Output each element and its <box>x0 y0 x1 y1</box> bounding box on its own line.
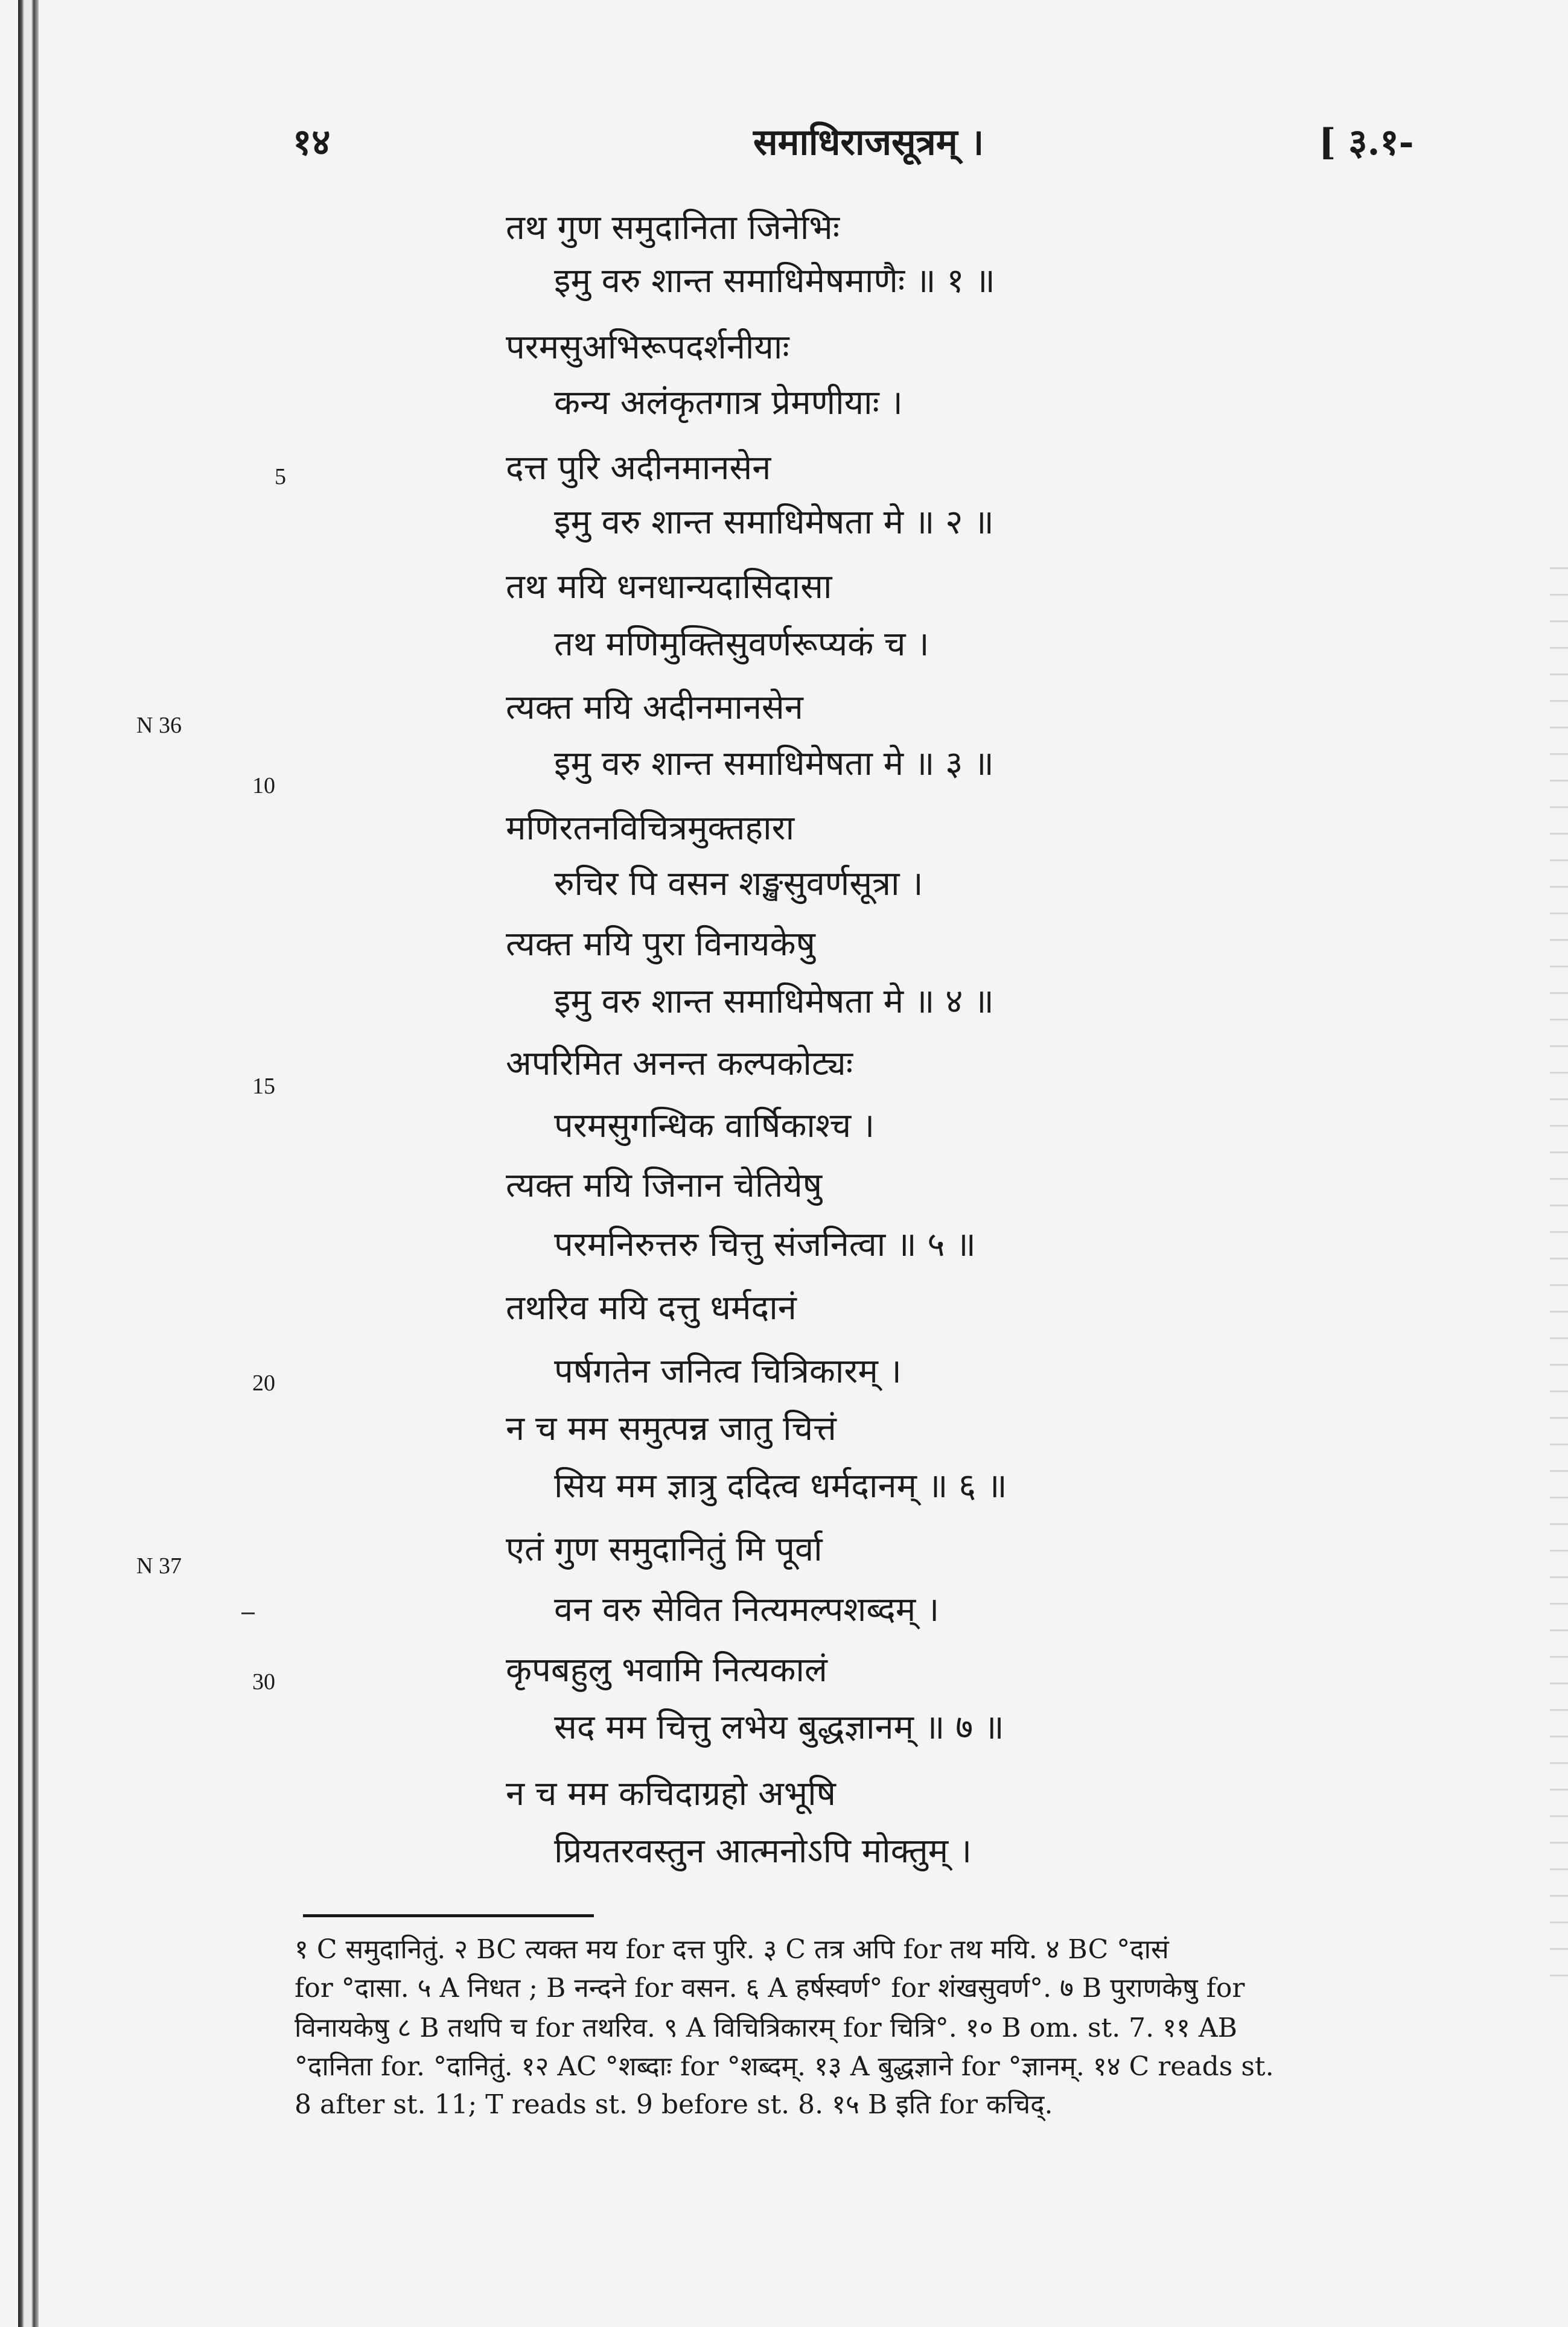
verse-line: वन वरु सेवित नित्यमल्पशब्दम् । <box>554 1590 940 1629</box>
verse-line: त्यक्त मयि जिनान चेतियेषु <box>506 1166 823 1205</box>
footnote-line: विनायकेषु ८ B तथपि च for तथरिव. ९ A विचित्रिकारम् for चित्रि°. १० B om. st. 7. ११ AB <box>295 2013 1237 2043</box>
margin-dash <box>241 1612 255 1614</box>
verse-line: कन्य अलंकृतगात्र प्रेमणीयाः । <box>554 383 903 422</box>
verse-line: परमनिरुत्तरु चित्तु संजनित्वा ॥ ५ ॥ <box>554 1225 976 1264</box>
verse-line: इमु वरु शान्त समाधिमेषमाणैः ॥ १ ॥ <box>554 261 995 301</box>
verse-line: अपरिमित अनन्त कल्पकोट्यः <box>506 1044 853 1083</box>
footnote-line: १ C समुदानितुं. २ BC त्यक्त मय for दत्त पुरि. ३ C तत्र अपि for तथ मयि. ४ BC °दासं <box>295 1934 1169 1965</box>
line-number-30: 30 <box>252 1669 275 1695</box>
verse-line: सद मम चित्तु लभेय बुद्धज्ञानम् ॥ ७ ॥ <box>554 1708 1004 1747</box>
verse-line: परमसुगन्धिक वार्षिकाश्च । <box>554 1106 875 1145</box>
verse-line: तथ गुण समुदानिता जिनेभिः <box>506 208 840 247</box>
verse-line: इमु वरु शान्त समाधिमेषता मे ॥ २ ॥ <box>554 503 994 542</box>
verse-line: त्यक्त मयि अदीनमानसेन <box>506 688 803 727</box>
verse-line: न च मम समुत्पन्न जातु चित्तं <box>506 1409 837 1448</box>
manuscript-ref-n37: N 37 <box>136 1553 182 1579</box>
verse-line: रुचिर पि वसन शङ्खसुवर्णसूत्रा । <box>554 864 923 903</box>
verse-line: पर्षगतेन जनित्व चित्रिकारम् । <box>554 1352 902 1391</box>
footnote-line: for °दासा. ५ A निधत ; B नन्दने for वसन. ६ A हर्षस्वर्ण° for शंखसुवर्ण°. ७ B पुराणकेषु for <box>295 1973 1245 2004</box>
verse-line: सिय मम ज्ञात्रु ददित्व धर्मदानम् ॥ ६ ॥ <box>554 1466 1007 1506</box>
line-number-15: 15 <box>252 1074 275 1099</box>
verse-line: कृपबहुलु भवामि नित्यकालं <box>506 1651 827 1690</box>
verse-line: तथ मणिमुक्तिसुवर्णरूप्यकं च । <box>554 625 929 664</box>
verse-line: एतं गुण समुदानितुं मि पूर्वा <box>506 1530 823 1569</box>
verse-line: परमसुअभिरूपदर्शनीयाः <box>506 328 789 367</box>
running-title: समाधिराजसूत्रम् । <box>753 121 984 164</box>
line-number-10: 10 <box>252 773 275 798</box>
line-number-5: 5 <box>275 464 286 489</box>
footnote-rule <box>303 1914 594 1917</box>
page-number: १४ <box>293 121 331 164</box>
verse-line: न च मम कचिदाग्रहो अभूषि <box>506 1774 836 1813</box>
verse-line: त्यक्त मयि पुरा विनायकेषु <box>506 925 815 964</box>
footnote-line: °दानिता for. °दानितुं. १२ AC °शब्दाः for °शब्दम्. १३ A बुद्धज्ञाने for °ज्ञानम्. १४ C reads st. <box>295 2051 1274 2082</box>
manuscript-ref-n36: N 36 <box>136 713 182 738</box>
verse-line: दत्त पुरि अदीनमानसेन <box>506 448 771 488</box>
verse-line: तथरिव मयि दत्तु धर्मदानं <box>506 1288 797 1328</box>
verse-line: इमु वरु शान्त समाधिमेषता मे ॥ ३ ॥ <box>554 744 994 783</box>
verse-line: तथ मयि धनधान्यदासिदासा <box>506 567 832 606</box>
section-reference: [ ३.१- <box>1319 121 1414 164</box>
verse-line: प्रियतरवस्तुन आत्मनोऽपि मोक्तुम् । <box>554 1832 972 1871</box>
book-binding-edge <box>18 0 39 2327</box>
verse-line: मणिरतनविचित्रमुक्तहारा <box>506 809 795 848</box>
line-number-20: 20 <box>252 1370 275 1396</box>
verse-line: इमु वरु शान्त समाधिमेषता मे ॥ ४ ॥ <box>554 982 994 1021</box>
footnote-line: 8 after st. 11; T reads st. 9 before st. 8. १५ B इति for कचिद्. <box>295 2089 1053 2120</box>
scan-noise-edge <box>1550 543 1568 1991</box>
